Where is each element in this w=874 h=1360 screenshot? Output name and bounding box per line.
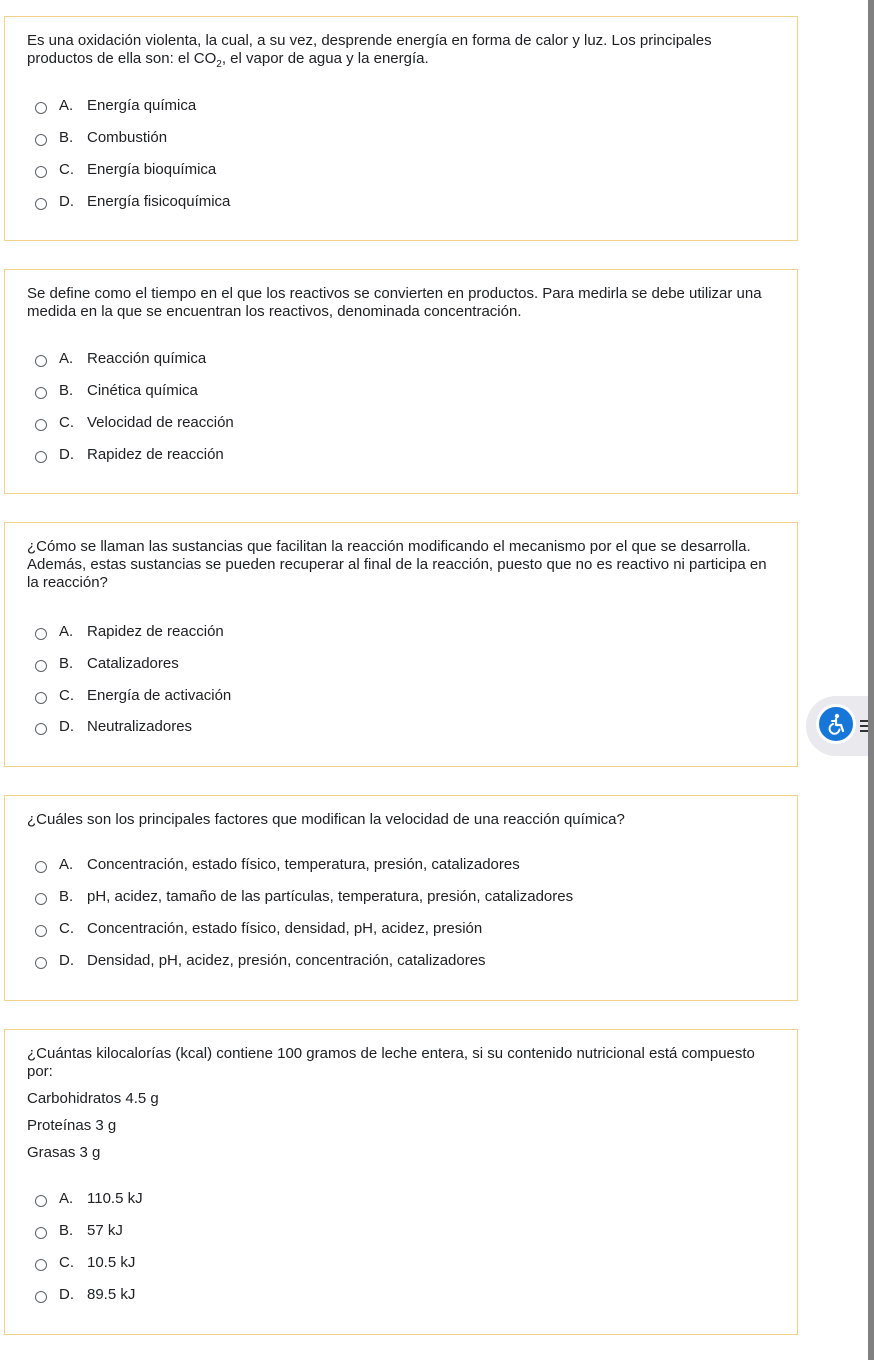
option-c[interactable]: C. Energía bioquímica xyxy=(35,159,216,179)
nutrient-proteins: Proteínas 3 g xyxy=(27,1117,117,1134)
option-b[interactable]: B. Combustión xyxy=(35,127,167,147)
radio-button[interactable] xyxy=(35,660,47,672)
radio-button[interactable] xyxy=(35,723,47,735)
option-c[interactable]: C. 10.5 kJ xyxy=(35,1252,135,1272)
radio-button[interactable] xyxy=(35,198,47,210)
option-c[interactable]: C. Concentración, estado físico, densidad, pH, acidez, presión xyxy=(35,918,482,938)
question-text: ¿Cómo se llaman las sustancias que facilitan la reacción modificando el mecanismo por el que se desarrolla. Además, estas sustancias se pueden recuperar al final de la reacción, puesto que no es reactivo ni participa en la reacción? xyxy=(27,538,767,591)
radio-button[interactable] xyxy=(35,893,47,905)
question-text: Es una oxidación violenta, la cual, a su vez, desprende energía en forma de calor y luz. Los principales productos de ella son: el $CO_2$, el vapor de agua y la energía. xyxy=(27,32,712,70)
nutrient-carbohydrates: Carbohidratos 4.5 g xyxy=(27,1090,159,1107)
question-card-5 xyxy=(4,1029,798,1335)
option-d[interactable]: D. Energía fisicoquímica xyxy=(35,191,230,211)
radio-button[interactable] xyxy=(35,925,47,937)
scrollbar[interactable] xyxy=(868,0,874,1360)
question-card-4 xyxy=(4,795,798,1001)
accessibility-widget[interactable] xyxy=(806,696,874,756)
option-d[interactable]: D. Neutralizadores xyxy=(35,716,192,736)
radio-button[interactable] xyxy=(35,1227,47,1239)
radio-button[interactable] xyxy=(35,134,47,146)
question-text: Se define como el tiempo en el que los reactivos se convierten en productos. Para medirla se debe utilizar una medida en la que se encuentran los reactivos, denominada concentración. xyxy=(27,285,762,320)
option-a[interactable]: A. Rapidez de reacción xyxy=(35,621,224,641)
option-b[interactable]: B. Catalizadores xyxy=(35,653,179,673)
radio-button[interactable] xyxy=(35,1259,47,1271)
option-a[interactable]: A. 110.5 kJ xyxy=(35,1188,143,1208)
question-card-1 xyxy=(4,16,798,241)
option-b[interactable]: B. pH, acidez, tamaño de las partículas, temperatura, presión, catalizadores xyxy=(35,886,573,906)
radio-button[interactable] xyxy=(35,1291,47,1303)
option-d[interactable]: D. 89.5 kJ xyxy=(35,1284,135,1304)
accessibility-icon[interactable] xyxy=(816,704,856,744)
option-a[interactable]: A. Reacción química xyxy=(35,348,206,368)
radio-button[interactable] xyxy=(35,451,47,463)
option-b[interactable]: B. Cinética química xyxy=(35,380,198,400)
radio-button[interactable] xyxy=(35,355,47,367)
question-text: ¿Cuáles son los principales factores que modifican la velocidad de una reacción química? xyxy=(27,811,625,828)
radio-button[interactable] xyxy=(35,1195,47,1207)
nutrient-fats: Grasas 3 g xyxy=(27,1144,101,1161)
radio-button[interactable] xyxy=(35,692,47,704)
option-c[interactable]: C. Energía de activación xyxy=(35,685,231,705)
option-c[interactable]: C. Velocidad de reacción xyxy=(35,412,234,432)
radio-button[interactable] xyxy=(35,957,47,969)
option-d[interactable]: D. Densidad, pH, acidez, presión, concentración, catalizadores xyxy=(35,950,486,970)
option-a[interactable]: A. Concentración, estado físico, temperatura, presión, catalizadores xyxy=(35,854,520,874)
radio-button[interactable] xyxy=(35,628,47,640)
question-card-3 xyxy=(4,522,798,767)
radio-button[interactable] xyxy=(35,419,47,431)
radio-button[interactable] xyxy=(35,861,47,873)
option-b[interactable]: B. 57 kJ xyxy=(35,1220,123,1240)
option-d[interactable]: D. Rapidez de reacción xyxy=(35,444,224,464)
radio-button[interactable] xyxy=(35,387,47,399)
question-card-2 xyxy=(4,269,798,494)
radio-button[interactable] xyxy=(35,102,47,114)
question-text: ¿Cuántas kilocalorías (kcal) contiene 100 gramos de leche entera, si su contenido nutricional está compuesto por: xyxy=(27,1045,755,1080)
radio-button[interactable] xyxy=(35,166,47,178)
option-a[interactable]: A. Energía química xyxy=(35,95,196,115)
